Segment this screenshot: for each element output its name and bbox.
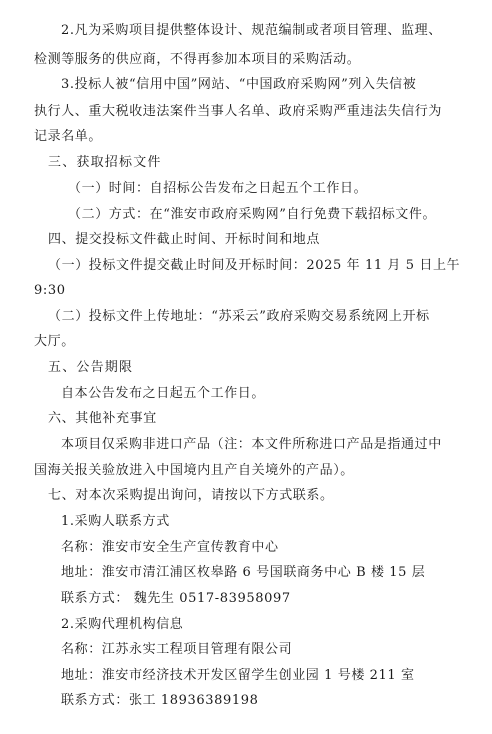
contact-1-phone: 联系方式： 魏先生 0517-83958097: [61, 591, 291, 606]
section-6-line1: 本项目仅采购非进口产品（注：本文件所称进口产品是指通过中: [61, 437, 442, 452]
section-4-deadline-line1: （一）投标文件提交截止时间及开标时间：2025 年 11 月 5 日上午: [48, 258, 461, 273]
contact-2-name: 名称：江苏永实工程项目管理有限公司: [61, 642, 293, 657]
section-5-text: 自本公告发布之日起五个工作日。: [61, 386, 266, 401]
section-6-heading: 六、其他补充事宜: [48, 411, 157, 426]
item2-line2: 检测等服务的供应商，不得再参加本项目的采购活动。: [34, 52, 361, 67]
section-3-heading: 三、获取招标文件: [48, 155, 162, 170]
contact-2-address: 地址：淮安市经济技术开发区留学生创业园 1 号楼 211 室: [61, 668, 415, 683]
contact-1-title: 1.采购人联系方式: [61, 514, 170, 529]
section-4-heading: 四、提交投标文件截止时间、开标时间和地点: [48, 232, 321, 247]
section-4-upload-line1: （二）投标文件上传地址：“苏采云”政府采购交易系统网上开标: [48, 309, 430, 324]
section-7-heading: 七、对本次采购提出询问，请按以下方式联系。: [48, 488, 334, 503]
section-3-time: （一）时间：自招标公告发布之日起五个工作日。: [68, 181, 368, 196]
section-4-upload-line2: 大厅。: [34, 334, 75, 349]
section-3-method: （二）方式：在“淮安市政府采购网”自行免费下载招标文件。: [68, 207, 437, 222]
item3-line1: 3.投标人被“信用中国”网站、“中国政府采购网”列入失信被: [61, 77, 417, 92]
section-6-line2: 国海关报关验放进入中国境内且产自关境外的产品）。: [34, 463, 354, 478]
contact-2-title: 2.采购代理机构信息: [61, 617, 184, 632]
section-5-heading: 五、公告期限: [48, 360, 134, 375]
item2-line1: 2.凡为采购项目提供整体设计、规范编制或者项目管理、监理、: [61, 23, 442, 38]
section-4-deadline-line2: 9:30: [34, 283, 66, 298]
contact-1-name: 名称：淮安市安全生产宣传教育中心: [61, 540, 279, 555]
contact-2-phone: 联系方式：张工 18936389198: [61, 693, 259, 708]
contact-1-address: 地址：淮安市清江浦区枚皋路 6 号国联商务中心 B 楼 15 层: [61, 565, 426, 580]
item3-line3: 记录名单。: [34, 129, 103, 144]
item3-line2: 执行人、重大税收违法案件当事人名单、政府采购严重违法失信行为: [34, 104, 443, 119]
